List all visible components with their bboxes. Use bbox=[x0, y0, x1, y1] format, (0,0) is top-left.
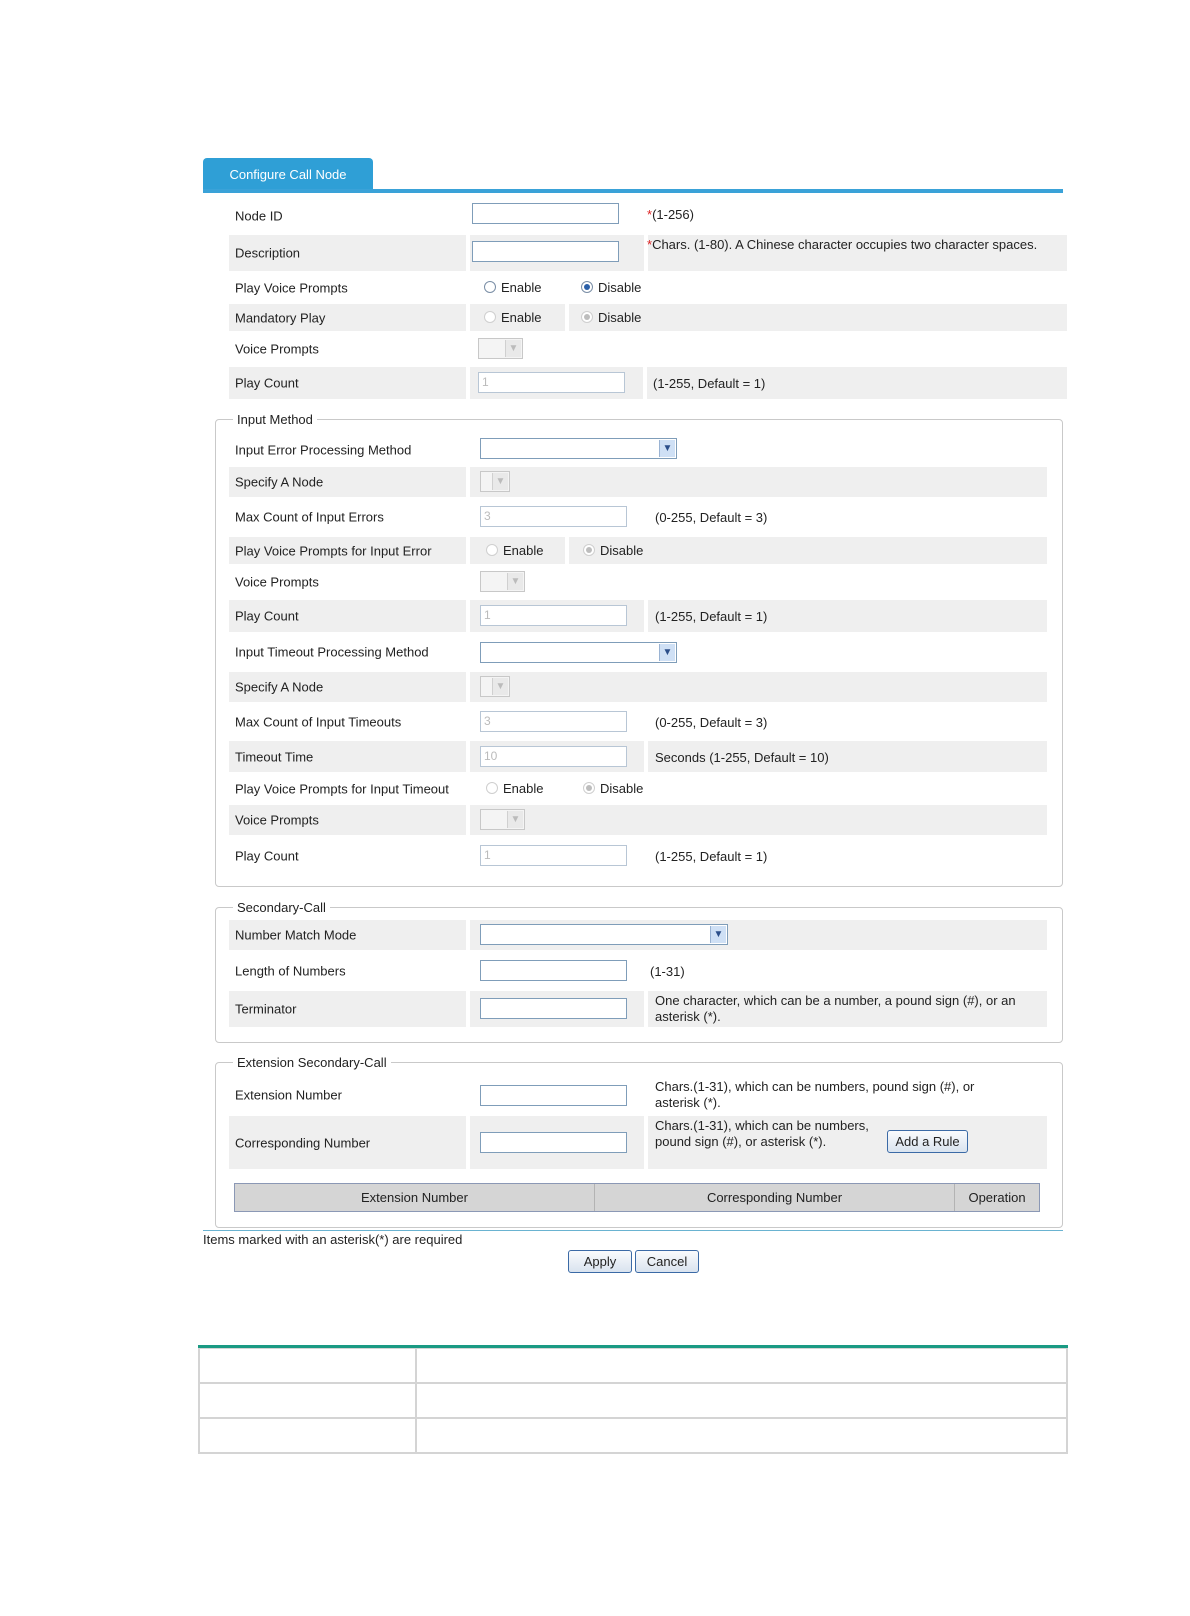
play-count-hint: (1-255, Default = 1) bbox=[655, 609, 768, 624]
empty-table bbox=[198, 1347, 1068, 1454]
disable-label: Disable bbox=[598, 310, 642, 325]
input-timeout-method-label: Input Timeout Processing Method bbox=[235, 644, 429, 660]
row-divider bbox=[200, 1382, 1066, 1384]
play-input-timeout-disable-radio[interactable] bbox=[583, 782, 595, 794]
terminator-row bbox=[229, 991, 1047, 1027]
row-divider bbox=[200, 1417, 1066, 1419]
description-label: Description bbox=[235, 245, 301, 261]
required-mark: * bbox=[647, 237, 653, 252]
mandatory-play-label: Mandatory Play bbox=[235, 310, 326, 325]
play-voice-prompts-disable-radio[interactable] bbox=[581, 281, 593, 293]
voice-prompts-label: Voice Prompts bbox=[235, 812, 319, 828]
enable-label: Enable bbox=[501, 280, 542, 295]
enable-label: Enable bbox=[503, 781, 544, 796]
timeout-time-hint: Seconds (1-255, Default = 10) bbox=[655, 750, 829, 765]
play-input-timeout-row bbox=[229, 775, 1047, 803]
extension-number-label: Extension Number bbox=[235, 1087, 342, 1103]
play-count-label: Play Count bbox=[235, 608, 299, 624]
extension-secondary-call-legend: Extension Secondary-Call bbox=[233, 1055, 391, 1070]
play-input-error-enable-radio[interactable] bbox=[486, 544, 498, 556]
node-id-row bbox=[229, 199, 1067, 232]
description-input[interactable] bbox=[472, 241, 619, 262]
max-input-errors-hint: (0-255, Default = 3) bbox=[655, 510, 768, 525]
timeout-time-input[interactable]: 10 bbox=[480, 746, 627, 767]
play-count-hint: (1-255, Default = 1) bbox=[653, 376, 766, 391]
voice-prompts-row bbox=[229, 805, 1047, 835]
max-input-errors-row bbox=[229, 500, 1047, 533]
disable-label: Disable bbox=[598, 280, 642, 295]
voice-prompts-label: Voice Prompts bbox=[235, 341, 319, 357]
enable-label: Enable bbox=[501, 310, 542, 325]
play-count-row bbox=[229, 367, 1067, 399]
play-input-timeout-label: Play Voice Prompts for Input Timeout bbox=[235, 781, 449, 797]
specify-node-row bbox=[229, 467, 1047, 497]
chevron-down-icon: ▼ bbox=[659, 440, 675, 457]
voice-prompts-select[interactable] bbox=[478, 338, 523, 359]
mandatory-play-disable-radio[interactable] bbox=[581, 311, 593, 323]
enable-label: Enable bbox=[503, 543, 544, 558]
length-of-numbers-label: Length of Numbers bbox=[235, 963, 346, 979]
corresponding-number-hint: Chars.(1-31), which can be numbers, pound sign (#), or asterisk (*). bbox=[655, 1118, 869, 1149]
voice-prompts-select[interactable] bbox=[480, 571, 525, 592]
number-match-mode-label: Number Match Mode bbox=[235, 927, 357, 943]
add-rule-button[interactable]: Add a Rule bbox=[887, 1130, 968, 1153]
chevron-down-icon: ▼ bbox=[492, 678, 508, 695]
chevron-down-icon: ▼ bbox=[492, 473, 508, 490]
node-id-hint bbox=[647, 207, 694, 222]
voice-prompts-row bbox=[229, 566, 1047, 598]
corresponding-number-label: Corresponding Number bbox=[235, 1135, 371, 1150]
play-count-input[interactable]: 1 bbox=[480, 845, 627, 866]
play-voice-prompts-row bbox=[229, 275, 1067, 301]
max-input-timeouts-input[interactable]: 3 bbox=[480, 711, 627, 732]
required-note: Items marked with an asterisk(*) are required bbox=[203, 1232, 463, 1247]
specify-node-label: Specify A Node bbox=[235, 679, 324, 695]
specify-node-row bbox=[229, 672, 1047, 702]
column-header-operation[interactable]: Operation bbox=[968, 1190, 1026, 1205]
number-match-mode-select[interactable] bbox=[480, 924, 728, 945]
corresponding-number-input[interactable] bbox=[480, 1132, 627, 1153]
apply-button[interactable]: Apply bbox=[568, 1250, 632, 1273]
node-id-input[interactable] bbox=[472, 203, 619, 224]
chevron-down-icon: ▼ bbox=[659, 644, 675, 661]
voice-prompts-select[interactable] bbox=[480, 809, 525, 830]
play-input-timeout-enable-radio[interactable] bbox=[486, 782, 498, 794]
input-error-method-label: Input Error Processing Method bbox=[235, 442, 412, 457]
length-of-numbers-hint: (1-31) bbox=[650, 964, 685, 979]
input-timeout-method-row bbox=[229, 635, 1047, 669]
chevron-down-icon: ▼ bbox=[505, 340, 521, 357]
chevron-down-icon: ▼ bbox=[507, 811, 523, 828]
tab-underline bbox=[203, 189, 1063, 193]
secondary-call-legend: Secondary-Call bbox=[233, 900, 330, 915]
play-voice-prompts-label: Play Voice Prompts bbox=[235, 280, 348, 296]
tab-configure-call-node[interactable]: Configure Call Node bbox=[203, 158, 373, 191]
play-count-hint: (1-255, Default = 1) bbox=[655, 849, 768, 864]
description-row bbox=[229, 235, 1067, 271]
disable-label: Disable bbox=[600, 781, 644, 796]
column-header-corresponding-number[interactable]: Corresponding Number bbox=[595, 1184, 955, 1211]
description-rule: Chars. (1-80). A Chinese character occupies two character spaces. bbox=[652, 237, 1038, 252]
divider-line bbox=[203, 1230, 1063, 1231]
table-top-border bbox=[198, 1345, 1068, 1348]
terminator-input[interactable] bbox=[480, 998, 627, 1019]
max-input-timeouts-hint: (0-255, Default = 3) bbox=[655, 715, 768, 730]
play-input-error-row bbox=[229, 537, 1047, 564]
node-id-label: Node ID bbox=[235, 208, 283, 223]
length-of-numbers-row bbox=[229, 954, 1047, 988]
mandatory-play-enable-radio[interactable] bbox=[484, 311, 496, 323]
specify-node-select[interactable] bbox=[480, 471, 510, 492]
chevron-down-icon: ▼ bbox=[710, 926, 726, 943]
play-count-row bbox=[229, 839, 1047, 872]
rules-table-header bbox=[234, 1183, 1040, 1212]
play-count-label: Play Count bbox=[235, 848, 299, 863]
description-hint bbox=[647, 237, 1047, 253]
column-header-extension-number[interactable]: Extension Number bbox=[235, 1184, 595, 1211]
play-voice-prompts-enable-radio[interactable] bbox=[484, 281, 496, 293]
input-method-legend: Input Method bbox=[233, 412, 317, 427]
disable-label: Disable bbox=[600, 543, 644, 558]
play-count-input[interactable]: 1 bbox=[478, 372, 625, 393]
column-divider bbox=[415, 1349, 417, 1452]
input-error-method-select[interactable] bbox=[480, 438, 677, 459]
timeout-time-label: Timeout Time bbox=[235, 749, 314, 764]
max-input-errors-label: Max Count of Input Errors bbox=[235, 509, 384, 524]
corresponding-number-row bbox=[229, 1116, 1047, 1169]
timeout-time-row bbox=[229, 741, 1047, 772]
voice-prompts-label: Voice Prompts bbox=[235, 574, 319, 590]
node-id-range: (1-256) bbox=[652, 207, 694, 222]
terminator-hint: One character, which can be a number, a pound sign (#), or an asterisk (*). bbox=[655, 993, 1016, 1024]
play-input-error-label: Play Voice Prompts for Input Error bbox=[235, 543, 432, 558]
extension-number-hint: Chars.(1-31), which can be numbers, pound sign (#), or asterisk (*). bbox=[655, 1079, 975, 1110]
play-count-label: Play Count bbox=[235, 375, 299, 391]
mandatory-play-row bbox=[229, 304, 1067, 331]
specify-node-select[interactable] bbox=[480, 676, 510, 697]
play-input-error-disable-radio[interactable] bbox=[583, 544, 595, 556]
chevron-down-icon: ▼ bbox=[507, 573, 523, 590]
extension-number-row bbox=[229, 1076, 1047, 1114]
required-mark: * bbox=[647, 207, 653, 222]
input-timeout-method-select[interactable] bbox=[480, 642, 677, 663]
max-input-timeouts-label: Max Count of Input Timeouts bbox=[235, 714, 402, 729]
terminator-label: Terminator bbox=[235, 1001, 297, 1017]
play-count-input[interactable]: 1 bbox=[480, 605, 627, 626]
number-match-mode-row bbox=[229, 920, 1047, 950]
length-of-numbers-input[interactable] bbox=[480, 960, 627, 981]
max-input-errors-input[interactable]: 3 bbox=[480, 506, 627, 527]
max-input-timeouts-row bbox=[229, 705, 1047, 738]
cancel-button[interactable]: Cancel bbox=[635, 1250, 699, 1273]
play-count-row bbox=[229, 600, 1047, 632]
extension-number-input[interactable] bbox=[480, 1085, 627, 1106]
voice-prompts-row bbox=[229, 334, 1067, 364]
input-error-method-row bbox=[229, 433, 1047, 466]
specify-node-label: Specify A Node bbox=[235, 474, 324, 490]
